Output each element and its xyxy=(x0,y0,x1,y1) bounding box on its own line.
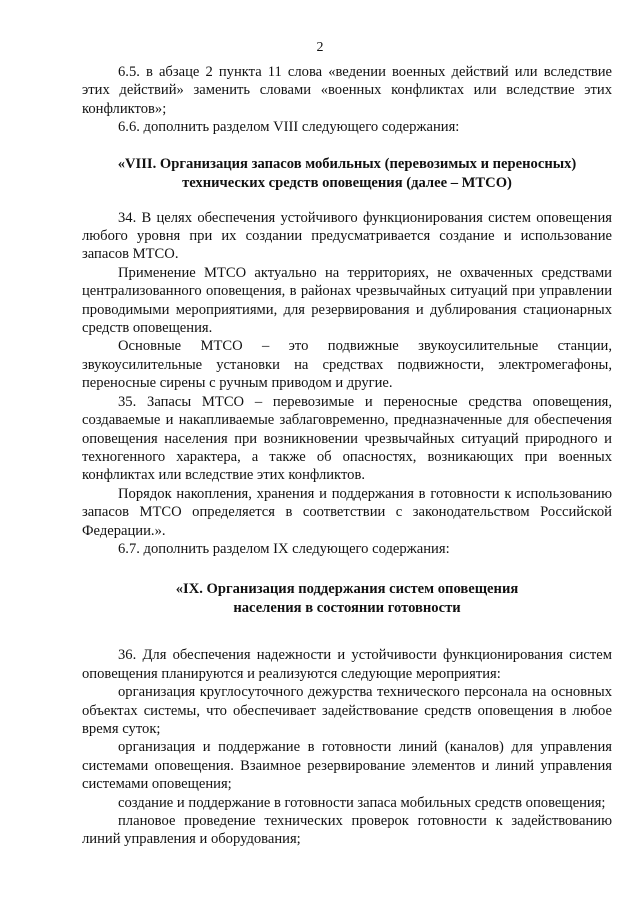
list-item-duty: организация круглосуточного дежурства технического персонала на основных объектах системы, что обеспечивает задействование средств оповещения в любое время суток; xyxy=(82,684,612,737)
paragraph-6-7: 6.7. дополнить разделом IX следующего содержания: xyxy=(118,540,450,557)
paragraph-36: 36. Для обеспечения надежности и устойчивости функционирования систем оповещения планируются и реализуются следующие мероприятия: xyxy=(82,647,612,682)
paragraph-34-application: Применение МТСО актуально на территориях, не охваченных средствами централизованного оповещения, в районах чрезвычайных ситуаций при управлении проводимыми мероприятиями, для резервирования и дублирования стационарных средств оповещения. xyxy=(82,264,612,337)
section-9-heading xyxy=(88,580,606,618)
paragraph-34: 34. В целях обеспечения устойчивого функционирования систем оповещения любого уровня при их создании предусматривается создание и использование запасов МТСО. xyxy=(82,209,612,263)
paragraph-34-main-mtso: Основные МТСО – это подвижные звукоусилительные станции, звукоусилительные установки на средствах подвижности, электромегафоны, переносные сирены с ручным приводом и другие. xyxy=(82,338,612,392)
paragraph-35: 35. Запасы МТСО – перевозимые и переносные средства оповещения, создаваемые и накапливаемые заблаговременно, предназначенные для обеспечения оповещения населения при возникновении чрезвычайных ситуаций природного и техногенного характера, а также об опасностях, возникающих при военных конфликтах или вследствие этих конфликтов. xyxy=(82,393,612,484)
section-9-heading-line1: «IX. Организация поддержания систем оповещения xyxy=(175,581,519,598)
list-item-lines: организация и поддержание в готовности линий (каналов) для управления системами оповещения. Взаимное резервирование элементов и линий управления системами оповещения; xyxy=(82,739,612,793)
section-8-heading-line1: «VIII. Организация запасов мобильных (перевозимых и переносных) xyxy=(117,155,577,172)
paragraph-6-6: 6.6. дополнить разделом VIII следующего содержания: xyxy=(118,119,460,136)
list-item-checks: плановое проведение технических проверок готовности к задействованию линий управления и оборудования; xyxy=(82,813,612,848)
section-9-heading-line2: населения в состоянии готовности xyxy=(233,600,461,617)
section-8-heading-line2: технических средств оповещения (далее – МТСО) xyxy=(182,174,512,191)
page-number: 2 xyxy=(316,40,324,55)
document-body xyxy=(82,63,612,849)
paragraph-6-5: 6.5. в абзаце 2 пункта 11 слова «ведении военных действий или вследствие этих действий» заменить словами «военных конфликтах или вследствие этих конфликтов»; xyxy=(82,64,612,117)
paragraph-35-procedure: Порядок накопления, хранения и поддержания в готовности к использованию запасов МТСО определяется в соответствии с законодательством Российской Федерации.». xyxy=(82,485,612,539)
section-8-heading xyxy=(88,155,606,193)
list-item-reserve: создание и поддержание в готовности запаса мобильных средств оповещения; xyxy=(118,794,606,811)
